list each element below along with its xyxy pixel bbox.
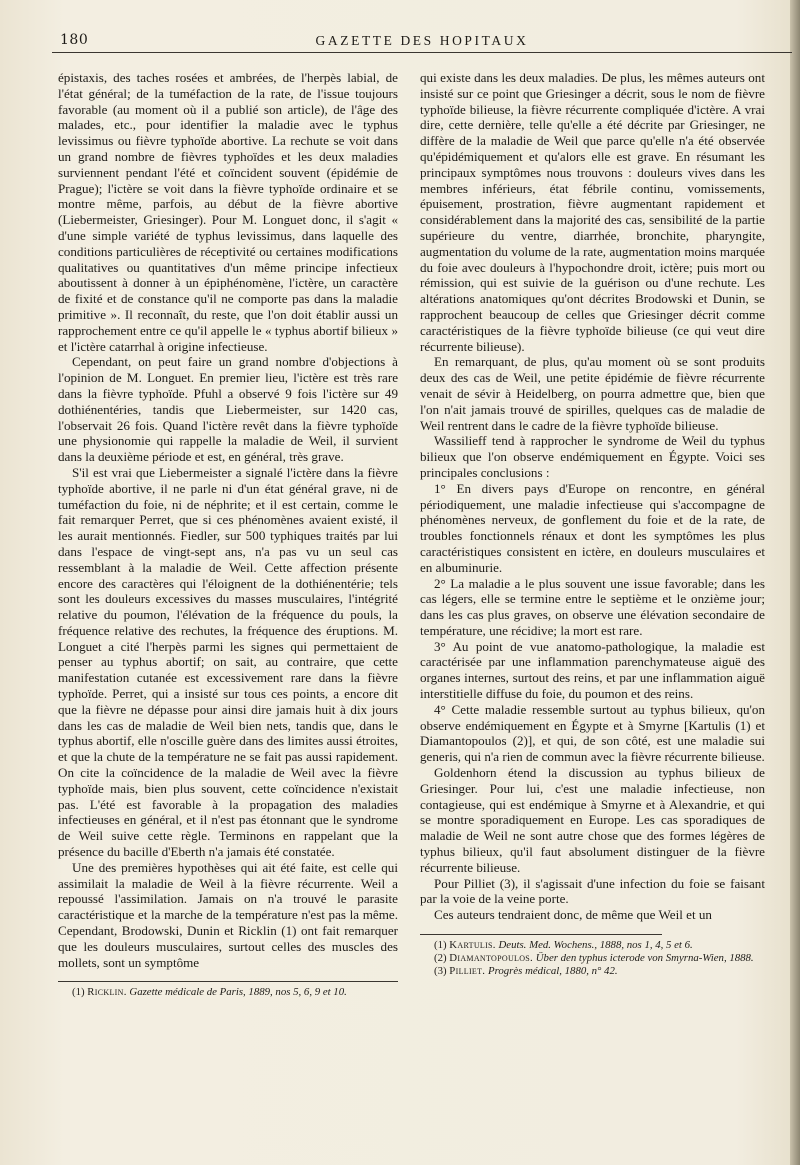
footnote-number: (1)	[72, 986, 85, 999]
paragraph: Pour Pilliet (3), il s'agissait d'une infection du foie se faisant par la voie de la veine porte.	[420, 875, 765, 907]
footnote	[420, 939, 765, 952]
left-column	[58, 70, 398, 999]
footnote-source: Gazette médicale de Paris, 1889, nos 5, 6, 9 et 10.	[126, 986, 347, 999]
list-item: 4° Cette maladie ressemble surtout au typhus bilieux, qu'on observe endémiquement en Égypte et à Smyrne [Kartulis (1) et Diamantopoulos (2)], et qui, de son côté, est une maladie sui generis, qui n'a rien de commun avec la fièvre récurrente bilieuse.	[420, 701, 765, 765]
paragraph: S'il est vrai que Liebermeister a signalé l'ictère dans la fièvre typhoïde abortive, il ne parle ni d'un état général grave, ni de tuméfaction du foie, ni de néphrite; et il est certain, comme le fait remarquer Perret, que si ces phénomènes avaient existé, il les aurait mentionnés. Fiedler, sur 500 typhiques traités par lui dans l'espace de vingt-sept ans, n'a pas vu un seul cas ressemblant à la maladie de Weil. Cette affection présente encore des caractères qui l'éloignent de la dothiénentérie; tels sont les douleurs excessives du masses musculaires, l'intégrité relative du poumon, l'élévation de la fréquence du pouls, la fréquence relative des rechutes, la fréquence des éruptions. M. Longuet a cité l'herpès parmi les signes qui permettaient de penser au typhus abortif; on sait, au contraire, que cette manifestation cutanée est excessivement rare dans la fièvre typhoïde. Perret, qui a insisté sur tous ces points, a encore dit que la fièvre ne dépasse pour ainsi dire jamais huit à dix jours dans les cas de maladie de Weil bien nets, tandis que, dans le typhus abortif, elle n'oscille guère dans des limites aussi étroites, et que la chute de la température ne se fait pas aussi rapidement. On cite la coïncidence de la maladie de Weil avec la fièvre typhoïde mais, bien plus souvent, cette coïncidence n'existait pas. L'été est favorable à la propagation des maladies infectieuses en général, et il n'est pas étonnant que le syndrome de Weil suive cette règle. Terminons en rappelant que la présence du bacille d'Eberth n'a jamais été constatée.	[58, 464, 398, 860]
paragraph: Goldenhorn étend la discussion au typhus bilieux de Griesinger. Pour lui, c'est une maladie infectieuse, non contagieuse, qui est endémique à Smyrne et à Alexandrie, et qui se montre sporadiquement en Europe. Les cas sporadiques de maladie de Weil ne sont autre chose que des formes légères de typhus bilieux, qu'il faut absolument distinguer de la fièvre récurrente bilieuse.	[420, 765, 765, 875]
paragraph: épistaxis, des taches rosées et ambrées, de l'herpès labial, de l'état général; de la tuméfaction de la rate, de l'issue toujours favorable (au moment où il a publié son article), de l'âge des malades, etc., pour identifier la maladie avec le typhus levissimus ou fièvre typhoïde abortive. La rechute se voit dans un grand nombre de fièvres typhoïdes et les deux maladies surviennent pendant l'été et coïncident souvent (épidémie de Prague); l'ictère se voit dans la fièvre typhoïde ordinaire et se montre même, parfois, au début de la fièvre abortive (Liebermeister, Griesinger). Pour M. Longuet donc, il s'agit « d'une simple variété de typhus levissimus, dans laquelle des conditions particulières de réceptivité ou certaines modifications qualitatives ou quantitatives d'un même principe infectieux aboutissent à donner à un épiphénomène, l'ictère, un caractère de fixité et de constance qu'il ne comporte pas dans la maladie primitive ». Il reconnaît, du reste, que l'on doit établir aussi un rapprochement entre ce qu'il appelle le « typhus abortif bilieux » et l'ictère catarrhal à origine infectieuse.	[58, 70, 398, 354]
footnote-number: (1)	[434, 939, 447, 952]
page-header	[52, 30, 792, 53]
footnote-rule	[58, 981, 398, 982]
paragraph: Wassilieff tend à rapprocher le syndrome de Weil du typhus bilieux que l'on observe endémiquement en Égypte. Voici ses principales conclusions :	[420, 433, 765, 480]
running-title: GAZETTE DES HOPITAUX	[315, 33, 529, 48]
paragraph: En remarquant, de plus, qu'au moment où se sont produits deux des cas de Weil, une petite épidémie de fièvre récurrente venait de sévir à Heidelberg, on pourra admettre que, bien que l'on n'ait jamais trouvé de spirilles, quelques cas de maladie de Weil rentrent dans le cadre de la fièvre typhoïde bilieuse.	[420, 354, 765, 433]
footnote-source: Deuts. Med. Wochens., 1888, nos 1, 4, 5 et 6.	[495, 939, 693, 952]
list-item: 3° Au point de vue anatomo-pathologique, la maladie est caractérisée par une inflammation parenchymateuse aiguë des organes internes, surtout des reins, et par une inflammation aiguë interstitielle diffuse du foie, du poumon et des reins.	[420, 638, 765, 702]
footnote-author: Kartulis.	[449, 939, 496, 952]
page-binding-edge	[790, 0, 800, 1165]
footnote-source: Progrès médical, 1880, n° 42.	[485, 965, 618, 978]
footnote-author: Ricklin.	[87, 986, 127, 999]
page-number: 180	[60, 32, 89, 48]
paragraph: Une des premières hypothèses qui ait été faite, est celle qui assimilait la maladie de Weil à la fièvre récurrente. Weil a repoussé l'assimilation. Jamais on n'a trouvé le parasite caractéristique et la marche de la température n'est pas la même. Cependant, Brodowski, Dunin et Ricklin (1) ont fait remarquer que les douleurs musculaires, surtout celles des muscles des mollets, sont un symptôme	[58, 859, 398, 970]
paragraph: qui existe dans les deux maladies. De plus, les mêmes auteurs ont insisté sur ce point que Griesinger a décrit, sous le nom de fièvre typhoïde bilieuse, la fièvre récurrente compliquée d'ictère. A vrai dire, cette dernière, telle qu'elle a été décrite par Griesinger, ne diffère de la maladie de Weil que parce qu'elle n'a été observée qu'épidémiquement et qu'alors elle est grave. En résumant les principaux symptômes nous trouvons : douleurs vives dans les membres inférieurs, état fébrile continu, vomissements, épuisement, prostration, fièvre augmentant rapidement et considérablement dans la majorité des cas, sensibilité de la partie supérieure du ventre, diarrhée, bronchite, pharyngite, augmentation du volume de la rate, augmentation moins marquée du foie avec douleurs à l'hypochondre droit, ictère; puis mort ou rémission, qui est suivie de la guérison ou d'une rechute. Les altérations anatomiques qu'ont décrites Brodowski et Dunin, se rapprochent beaucoup de celles que Griesinger décrit comme caractéristiques de la fièvre typhoïde bilieuse (ce qui veut dire récurrente bilieuse).	[420, 70, 765, 354]
footnote-author: Diamantopoulos.	[449, 952, 534, 965]
paragraph: Cependant, on peut faire un grand nombre d'objections à l'opinion de M. Longuet. En premier lieu, l'ictère est très rare dans la fièvre typhoïde. Pfuhl a observé 9 fois l'ictère sur 49 dothiénentéries, tandis que Liebermeister, sur 1420 cas, l'observait 26 fois. Quand l'ictère revêt dans la fièvre typhoïde une physionomie qui rappelle la maladie de Weil, il survient dans la deuxième période et est, en général, très grave.	[58, 354, 398, 465]
footnote-author: Pilliet.	[449, 965, 486, 978]
right-column	[420, 70, 765, 978]
footnote-source: Über den typhus icterode von Smyrna-Wien, 1888.	[533, 952, 754, 965]
list-item: 2° La maladie a le plus souvent une issue favorable; dans les cas légers, elle se termine entre le septième et le onzième jour; dans les cas plus graves, on observe une élévation secondaire de température, une récidive; la mort est rare.	[420, 575, 765, 638]
footnote	[420, 952, 765, 965]
footnote	[58, 986, 398, 999]
footnote	[420, 965, 765, 978]
list-item: 1° En divers pays d'Europe on rencontre, en général périodiquement, une maladie infectieuse qui s'accompagne de phénomènes nerveux, de gonflement du foie et de la rate, de troubles fonctionnels rénaux et dont les symptômes les plus caractéristiques consistent en ictère, en douleurs musculaires et en albuminurie.	[420, 480, 765, 575]
footnote-number: (3)	[434, 965, 447, 978]
footnote-rule	[420, 934, 662, 935]
paragraph: Ces auteurs tendraient donc, de même que Weil et un	[434, 907, 712, 923]
footnote-number: (2)	[434, 952, 447, 965]
